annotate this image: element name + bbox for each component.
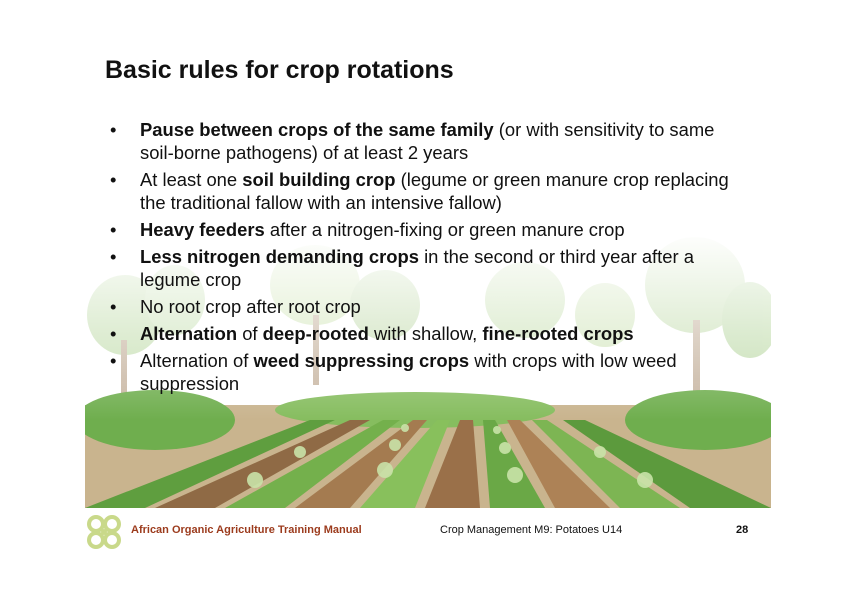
bullet-bold-text: fine-rooted crops xyxy=(482,323,634,344)
bullet-dot: • xyxy=(110,350,117,371)
bullet-item xyxy=(108,168,748,214)
bullet-text: with shallow, xyxy=(368,323,483,344)
bullet-text: in the second or third year after a legume crop xyxy=(140,246,694,290)
bullet-text: (legume or green manure crop replacing the traditional fallow with an intensive fallow) xyxy=(140,169,729,213)
bullet-text: At least one xyxy=(140,169,243,190)
bullet-item xyxy=(108,118,748,164)
bullet-dot: • xyxy=(110,169,117,190)
bullet-dot: • xyxy=(110,219,117,240)
bullet-bold-text: weed suppressing crops xyxy=(253,350,470,371)
bullet-text: after a nitrogen-fixing or green manure crop xyxy=(264,219,625,240)
bullet-list xyxy=(108,118,748,399)
page-number: 28 xyxy=(736,524,749,536)
bullet-bold-text: deep-rooted xyxy=(262,323,369,344)
bullet-dot: • xyxy=(110,323,117,344)
bullet-bold-text: Alternation xyxy=(140,323,238,344)
bullet-item xyxy=(108,322,748,345)
bullet-item xyxy=(108,218,748,241)
knot-logo-icon xyxy=(84,512,124,552)
slide-title: Basic rules for crop rotations xyxy=(105,56,454,84)
bullet-bold-text: Pause between crops of the same family xyxy=(140,119,494,140)
bullet-item xyxy=(108,245,748,291)
bullet-dot: • xyxy=(110,246,117,267)
bullet-text: with crops with low weed suppression xyxy=(140,350,677,394)
bullet-dot: • xyxy=(110,119,117,140)
bullet-item xyxy=(108,349,748,395)
footer-manual-name: African Organic Agriculture Training Manual xyxy=(131,524,362,536)
bullet-item xyxy=(108,295,748,318)
footer-module: Crop Management M9: Potatoes U14 xyxy=(440,524,623,536)
bullet-bold-text: Heavy feeders xyxy=(140,219,265,240)
bullet-text: No root crop after root crop xyxy=(140,296,361,317)
bullet-text: of xyxy=(237,323,263,344)
bullet-text: (or with sensitivity to same soil-borne pathogens) of at least 2 years xyxy=(140,119,715,163)
bullet-bold-text: Less nitrogen demanding crops xyxy=(140,246,419,267)
bullet-dot: • xyxy=(110,296,117,317)
bullet-bold-text: soil building crop xyxy=(242,169,396,190)
bullet-text: Alternation of xyxy=(140,350,254,371)
